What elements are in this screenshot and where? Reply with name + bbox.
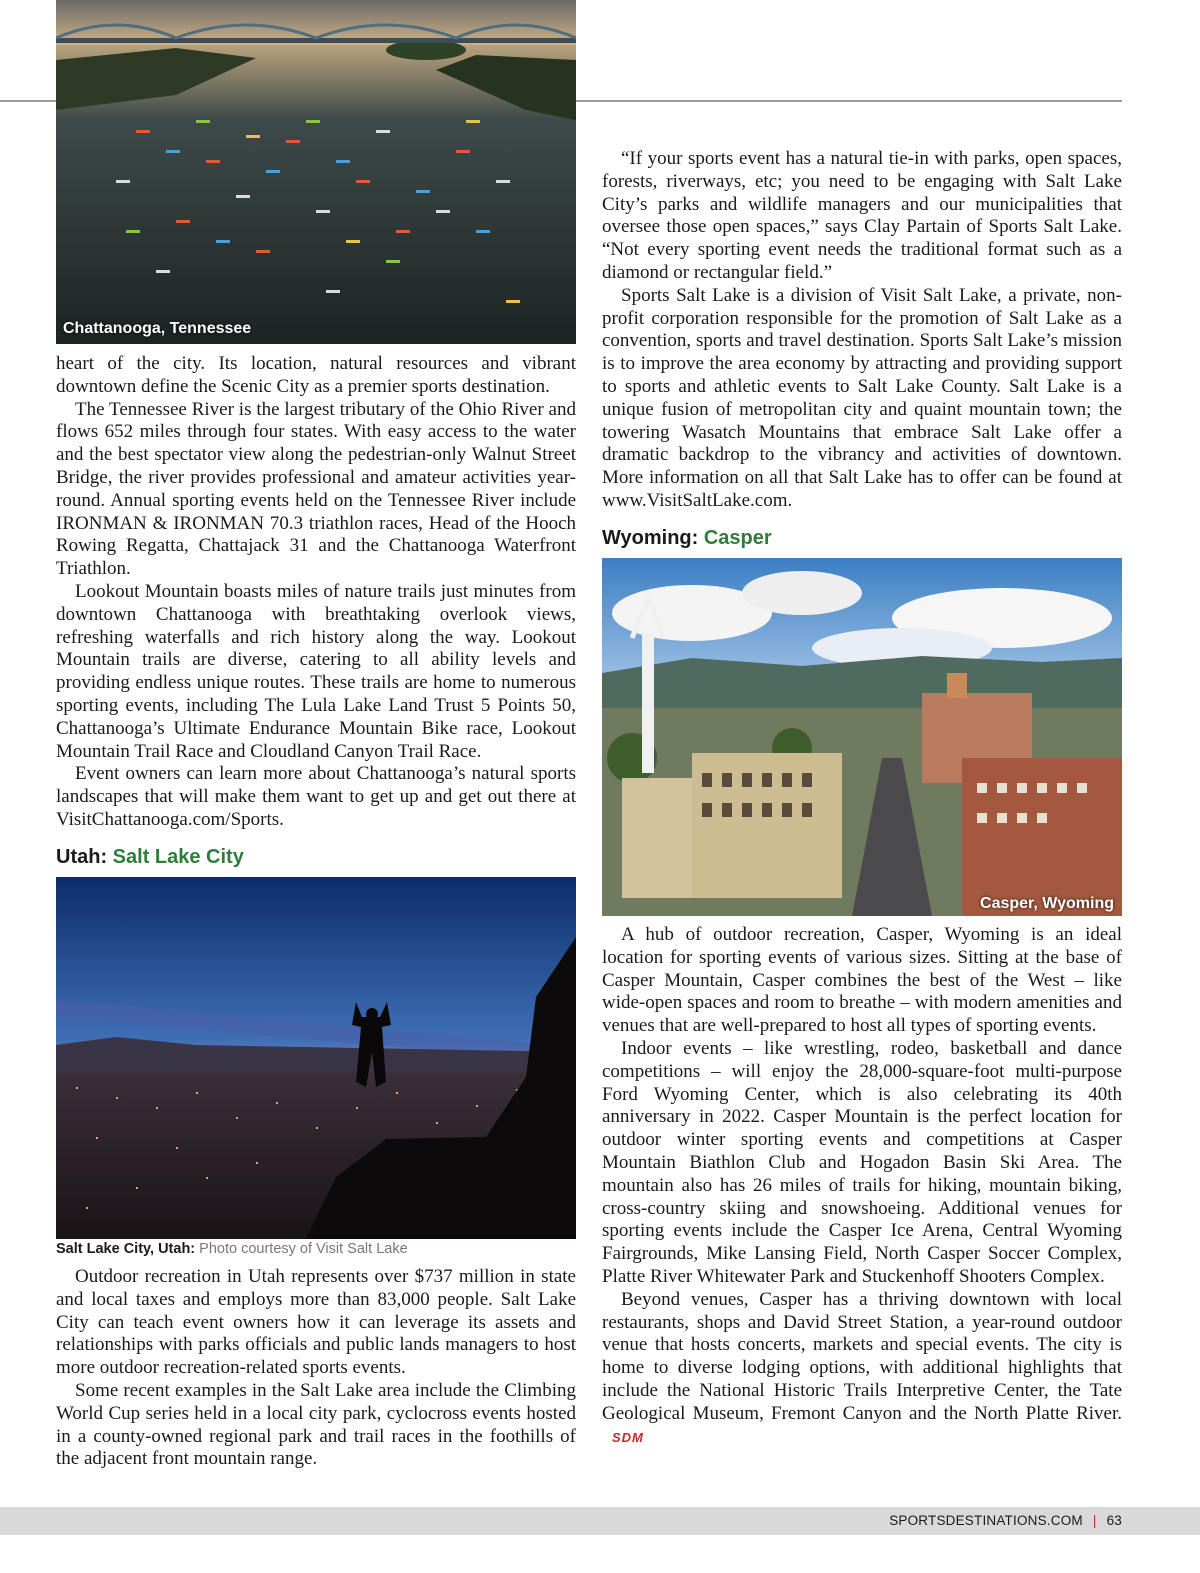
paragraph: Sports Salt Lake is a division of Visit Salt Lake, a private, non-profit corporation responsible for the promotion of Salt Lake as a convention, sports and travel destination. Sports Salt Lake’s mission is to improve the area economy by attracting and providing support to sports and athletic events to Salt Lake County. Salt Lake is a unique fusion of metropolitan city and quaint mountain town; the towering Wasatch Mountains that embrace Salt Lake offer a dramatic backdrop to the vibrancy and activities of downtown. More information on all that Salt Lake has to offer can be found at www.VisitSaltLake.com.	[602, 284, 1122, 511]
paragraph: Some recent examples in the Salt Lake area include the Climbing World Cup series held in a local city park, cyclocross events hosted in a county-owned regional park and trail races in the foothills of the adjacent front mountain range.	[56, 1379, 576, 1470]
footer	[0, 1507, 1200, 1535]
paragraph: heart of the city. Its location, natural resources and vibrant downtown define the Scenic City as a premier sports destination.	[56, 353, 576, 397]
right-text-top	[602, 148, 1122, 513]
caption-bold: Salt Lake City, Utah:	[56, 1241, 196, 1257]
wyoming-heading-city: Casper	[703, 527, 772, 549]
paragraph	[602, 1289, 1122, 1450]
footer-separator: |	[1092, 1513, 1097, 1528]
utah-heading	[56, 846, 244, 869]
page-number: 63	[1106, 1513, 1122, 1528]
wyoming-heading	[602, 527, 772, 550]
left-text-bottom	[56, 1266, 576, 1471]
salt-lake-photo-caption	[56, 1241, 408, 1257]
chattanooga-photo	[56, 0, 576, 344]
footer-site: SPORTSDESTINATIONS.COM	[889, 1513, 1083, 1528]
paragraph-text: Beyond venues, Casper has a thriving downtown with local restaurants, shops and David Street Station, a year-round outdoor venue that hosts concerts, markets and special events. The city is home to diverse lodging options, with additional highlights that include the National Historic Trails Interpretive Center, the Tate Geological Museum, Fremont Canyon and the North Platte River.	[602, 1288, 1122, 1424]
paragraph: Event owners can learn more about Chattanooga’s natural sports landscapes that will make them want to get up and get out there at VisitChattanooga.com/Sports.	[56, 763, 576, 830]
top-rule-right	[576, 100, 1122, 102]
right-text-bottom	[602, 924, 1122, 1449]
salt-lake-photo	[56, 877, 576, 1239]
paragraph: Lookout Mountain boasts miles of nature trails just minutes from downtown Chattanooga with breathtaking overlook views, refreshing waterfalls and rich history along the way. Lookout Mountain trails are diverse, catering to all ability levels and providing endless unique routes. These trails are home to numerous sporting events, including The Lula Lake Land Trust 5 Points 50, Chattanooga’s Ultimate Endurance Mountain Bike race, Lookout Mountain Trail Race and Cloudland Canyon Trail Race.	[56, 580, 576, 762]
photo-credit: Photo courtesy of Visit Salt Lake	[199, 1241, 408, 1257]
paragraph: Indoor events – like wrestling, rodeo, basketball and dance competitions – will enjoy the 28,000-square-foot multi-purpose Ford Wyoming Center, which is also celebrating its 40th anniversary in 2022. Casper Mountain is the perfect location for outdoor winter sporting events and competitions at Casper Mountain Biathlon Club and Hogadon Basin Ski Area. The mountain also has 26 miles of trails for hiking, mountain biking, cross-country skiing and snowshoeing. Additional venues for sporting events include the Casper Ice Arena, Central Wyoming Fairgrounds, Mike Lansing Field, North Casper Soccer Complex, Platte River Whitewater Park and Stuckenhoff Shooters Complex.	[602, 1037, 1122, 1287]
footer-text	[889, 1513, 1122, 1528]
wyoming-heading-state: Wyoming:	[602, 527, 699, 549]
utah-heading-state: Utah:	[56, 846, 108, 868]
utah-heading-city: Salt Lake City	[112, 846, 244, 868]
chattanooga-photo-caption: Chattanooga, Tennessee	[63, 320, 252, 337]
casper-photo-caption: Casper, Wyoming	[980, 895, 1114, 912]
paragraph: The Tennessee River is the largest tributary of the Ohio River and flows 652 miles through four states. With easy access to the water and the best spectator view along the pedestrian-only Walnut Street Bridge, the river provides professional and amateur activities year-round. Annual sporting events held on the Tennessee River include IRONMAN & IRONMAN 70.3 triathlon races, Head of the Hooch Rowing Regatta, Chattajack 31 and the Chattanooga Waterfront Triathlon.	[56, 398, 576, 580]
casper-photo	[602, 558, 1122, 916]
sdm-logo: SDM	[612, 1429, 644, 1445]
paragraph: “If your sports event has a natural tie-in with parks, open spaces, forests, riverways, etc; you need to be engaging with Salt Lake City’s parks and wildlife managers and our municipalities that oversee those open spaces,” says Clay Partain of Sports Salt Lake. “Not every sporting event needs the traditional format such as a diamond or rectangular field.”	[602, 148, 1122, 283]
top-rule-left	[0, 100, 56, 102]
left-text-top	[56, 353, 576, 832]
paragraph: Outdoor recreation in Utah represents over $737 million in state and local taxes and employs more than 83,000 people. Salt Lake City can teach event owners how it can leverage its assets and relationships with parks officials and public lands managers to host more outdoor recreation-related sports events.	[56, 1266, 576, 1379]
paragraph: A hub of outdoor recreation, Casper, Wyoming is an ideal location for sporting events of various sizes. Sitting at the base of Casper Mountain, Casper combines the best of the West – like wide-open spaces and room to breathe – with modern amenities and venues that are well-prepared to host all types of sporting events.	[602, 924, 1122, 1037]
